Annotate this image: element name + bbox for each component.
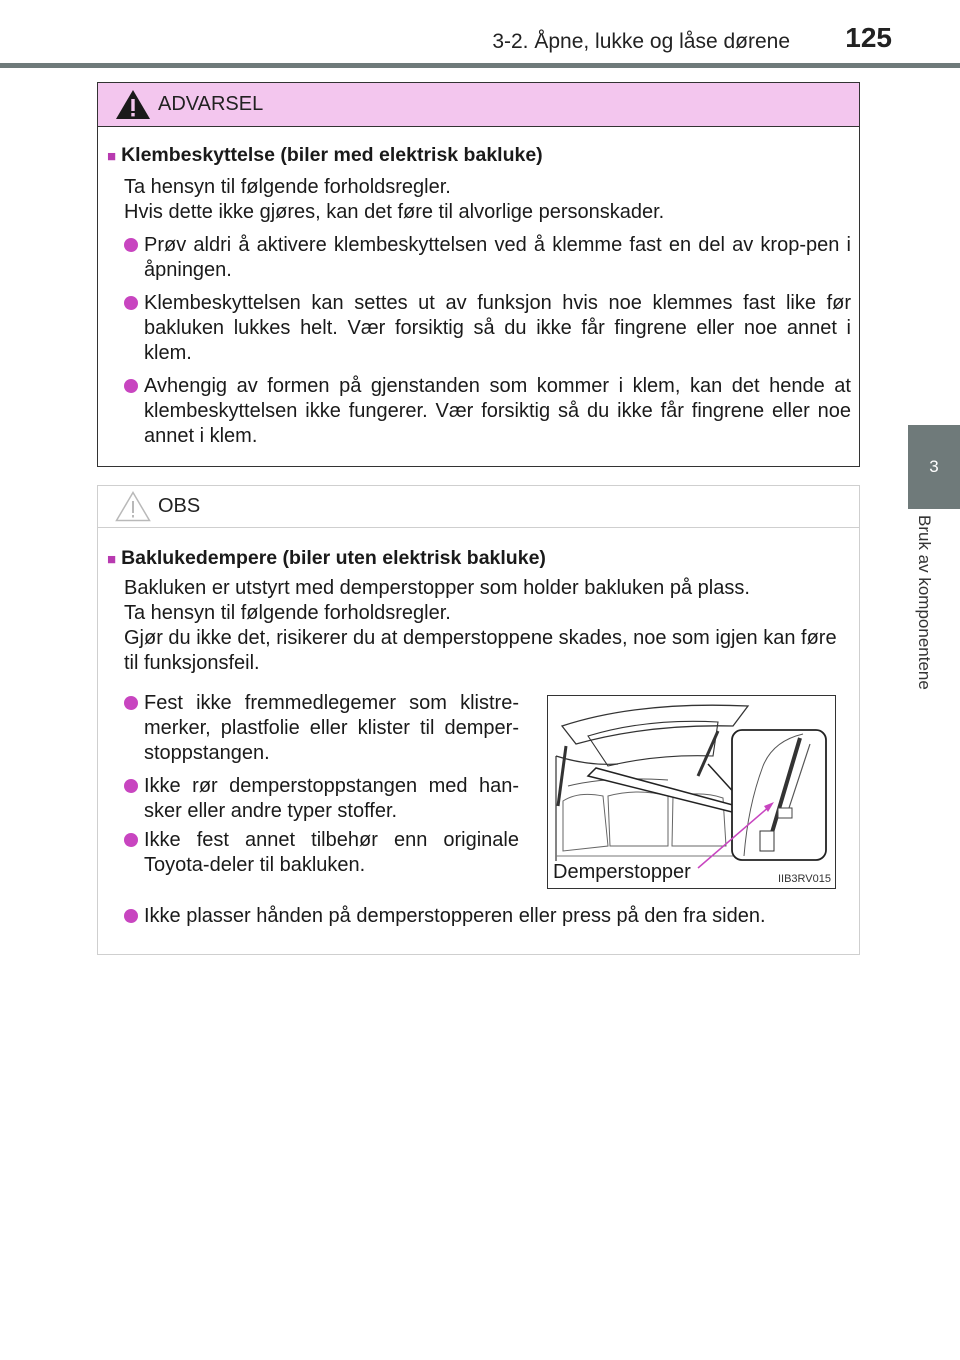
- notice-section-title: ■ Baklukedempere (biler uten elektrisk bakluke): [107, 547, 546, 569]
- warning-triangle-icon: [115, 89, 151, 120]
- bullet-dot-icon: [124, 779, 138, 793]
- page-number: 125: [845, 22, 892, 53]
- notice-intro-3: Gjør du ikke det, risikerer du at demperstoppene skades, noe som igjen kan føre til funksjonsfeil.: [124, 627, 837, 674]
- notice-bullet: Ikke plasser hånden på demperstopperen eller press på den fra siden.: [124, 904, 851, 929]
- notice-bullet: Fest ikke fremmedlegemer som klistre-merker, plastfolie eller klister til demper-stoppstangen.: [124, 691, 519, 766]
- warning-intro-1: Ta hensyn til følgende forholdsregler.: [124, 176, 451, 198]
- bullet-dot-icon: [124, 379, 138, 393]
- notice-intro-1: Bakluken er utstyrt med demperstopper som holder bakluken på plass.: [124, 577, 750, 599]
- damper-illustration: [547, 695, 836, 889]
- warning-bullet: Klembeskyttelsen kan settes ut av funksjon hvis noe klemmes fast like før bakluken lukkes helt. Vær forsiktig så du ikke får fingrene eller noe annet i klem.: [124, 291, 851, 366]
- notice-box: [97, 485, 860, 955]
- trunk-damper-drawing: [548, 696, 834, 887]
- bullet-dot-icon: [124, 296, 138, 310]
- notice-intro-2: Ta hensyn til følgende forholdsregler.: [124, 602, 451, 624]
- notice-header: [98, 486, 859, 528]
- notice-label: OBS: [158, 495, 201, 517]
- header-rule: [0, 63, 960, 68]
- running-header-title: 3-2. Åpne, lukke og låse dørene: [492, 30, 790, 53]
- warning-header: [98, 83, 859, 127]
- bullet-dot-icon: [124, 696, 138, 710]
- chapter-label-area: [908, 515, 960, 745]
- bullet-dot-icon: [124, 833, 138, 847]
- chapter-tab: [908, 425, 960, 509]
- square-bullet-icon: ■: [107, 148, 117, 165]
- notice-bullet: Ikke rør demperstoppstangen med han-sker eller andre typer stoffer.: [124, 774, 519, 824]
- chapter-label: Bruk av komponentene: [915, 515, 934, 690]
- square-bullet-icon: ■: [107, 551, 117, 568]
- warning-bullet: Avhengig av formen på gjenstanden som kommer i klem, kan det hende at klembeskyttelsen ikke fungerer. Vær forsiktig så du ikke får fingrene eller noe annet i klem.: [124, 374, 851, 449]
- notice-bullet: Ikke fest annet tilbehør enn originale Toyota-deler til bakluken.: [124, 828, 519, 878]
- chapter-number: 3: [929, 457, 939, 476]
- bullet-dot-icon: [124, 238, 138, 252]
- warning-bullet: Prøv aldri å aktivere klembeskyttelsen ved å klemme fast en del av krop-pen i åpningen.: [124, 233, 851, 283]
- warning-label: ADVARSEL: [158, 93, 264, 115]
- warning-intro-2: Hvis dette ikke gjøres, kan det føre til alvorlige personskader.: [124, 201, 665, 223]
- bullet-dot-icon: [124, 909, 138, 923]
- warning-box: [97, 82, 860, 467]
- notice-triangle-icon: [115, 491, 151, 522]
- figure-caption: Demperstopper: [553, 861, 691, 883]
- warning-section-title: ■ Klembeskyttelse (biler med elektrisk bakluke): [107, 144, 543, 166]
- figure-code: IIB3RV015: [777, 873, 831, 885]
